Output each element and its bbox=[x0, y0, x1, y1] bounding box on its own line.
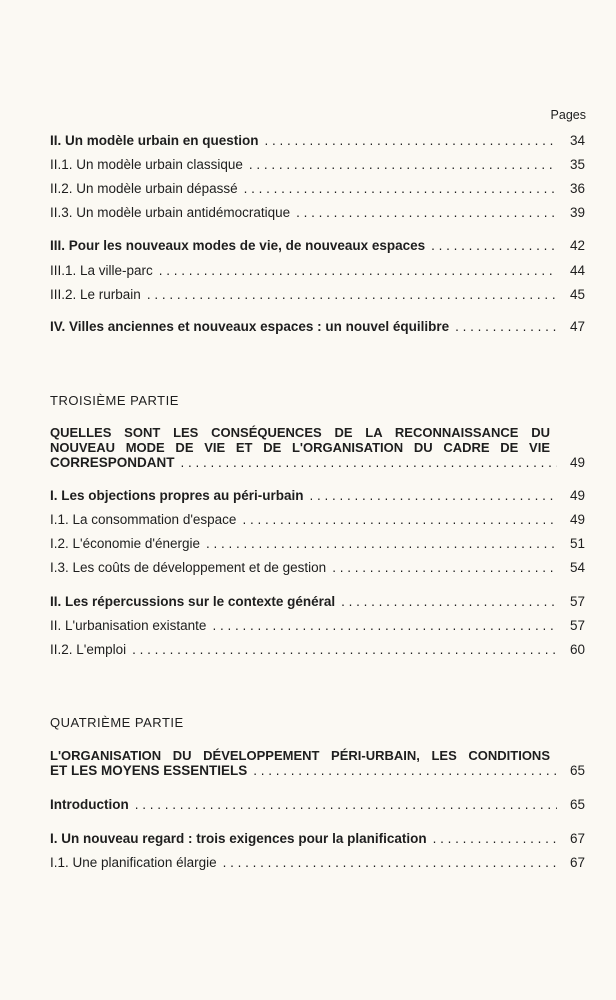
toc-entry-title: IV. Villes anciennes et nouveaux espaces : un nouvel équilibre bbox=[50, 319, 450, 334]
toc-entry bbox=[50, 488, 585, 504]
dot-leader bbox=[265, 133, 557, 149]
dot-leader bbox=[159, 263, 557, 279]
toc-entry-title: I.1. La consommation d'espace bbox=[50, 512, 237, 527]
toc-entry-page: 39 bbox=[569, 205, 585, 220]
dot-leader bbox=[431, 238, 557, 254]
dot-leader bbox=[181, 455, 557, 471]
dot-leader bbox=[249, 157, 557, 173]
toc-entry-page: 49 bbox=[569, 455, 585, 470]
dot-leader bbox=[341, 594, 557, 610]
toc-entry-page: 60 bbox=[569, 642, 585, 657]
toc-entry-page: 67 bbox=[569, 855, 585, 870]
toc-entry-page: 67 bbox=[569, 831, 585, 846]
toc-entry-page: 54 bbox=[569, 560, 585, 575]
toc-entry-page: 51 bbox=[569, 536, 585, 551]
toc-entry bbox=[50, 618, 585, 634]
toc-entry-page: 45 bbox=[569, 287, 585, 302]
toc-entry-title: II. Un modèle urbain en question bbox=[50, 133, 259, 148]
dot-leader bbox=[332, 560, 557, 576]
toc-entry-page: 47 bbox=[569, 319, 585, 334]
toc-entry-title: III.1. La ville-parc bbox=[50, 263, 153, 278]
toc-entry-page: 65 bbox=[569, 797, 585, 812]
dot-leader bbox=[455, 319, 557, 335]
dot-leader bbox=[244, 181, 557, 197]
toc-entry-title: I.2. L'économie d'énergie bbox=[50, 536, 201, 551]
toc-entry-page: 35 bbox=[569, 157, 585, 172]
toc-entry bbox=[50, 642, 585, 658]
pages-column-label: Pages bbox=[550, 108, 586, 122]
toc-entry-title: I. Un nouveau regard : trois exigences pour la planification bbox=[50, 831, 427, 846]
toc-entry bbox=[50, 133, 585, 149]
toc-entry-title: III.2. Le rurbain bbox=[50, 287, 141, 302]
toc-entry-title: I. Les objections propres au péri-urbain bbox=[50, 488, 304, 503]
part-heading: QUATRIÈME PARTIE bbox=[50, 715, 184, 730]
part-title-entry bbox=[50, 455, 585, 471]
toc-entry-title: II. Les répercussions sur le contexte général bbox=[50, 594, 336, 609]
toc-entry bbox=[50, 797, 585, 813]
toc-entry bbox=[50, 855, 585, 871]
toc-entry bbox=[50, 205, 585, 221]
toc-entry bbox=[50, 287, 585, 303]
part-title-entry bbox=[50, 763, 585, 779]
toc-entry-title: III. Pour les nouveaux modes de vie, de nouveaux espaces bbox=[50, 238, 426, 253]
dot-leader bbox=[135, 797, 557, 813]
part-title-last-line: ET LES MOYENS ESSENTIELS bbox=[50, 763, 248, 778]
dot-leader bbox=[310, 488, 557, 504]
toc-entry-page: 49 bbox=[569, 512, 585, 527]
dot-leader bbox=[206, 536, 557, 552]
dot-leader bbox=[223, 855, 557, 871]
toc-entry bbox=[50, 536, 585, 552]
dot-leader bbox=[147, 287, 557, 303]
toc-entry-page: 44 bbox=[569, 263, 585, 278]
toc-entry-page: 36 bbox=[569, 181, 585, 196]
toc-entry-title: II.1. Un modèle urbain classique bbox=[50, 157, 243, 172]
toc-entry bbox=[50, 319, 585, 335]
dot-leader bbox=[132, 642, 557, 658]
toc-entry-title: II.3. Un modèle urbain antidémocratique bbox=[50, 205, 291, 220]
toc-entry-page: 34 bbox=[569, 133, 585, 148]
toc-entry-title: I.1. Une planification élargie bbox=[50, 855, 217, 870]
toc-entry bbox=[50, 594, 585, 610]
toc-entry bbox=[50, 181, 585, 197]
toc-entry-page: 65 bbox=[569, 763, 585, 778]
part-title-last-line: CORRESPONDANT bbox=[50, 455, 175, 470]
part-title-line: QUELLES SONT LES CONSÉQUENCES DE LA RECONNAISSANCE DU bbox=[50, 425, 550, 440]
toc-entry-title: II.2. Un modèle urbain dépassé bbox=[50, 181, 238, 196]
toc-entry-page: 57 bbox=[569, 618, 585, 633]
toc-entry bbox=[50, 831, 585, 847]
dot-leader bbox=[242, 512, 557, 528]
part-title-line: NOUVEAU MODE DE VIE ET DE L'ORGANISATION DU CADRE DE VIE bbox=[50, 440, 550, 455]
dot-leader bbox=[253, 763, 557, 779]
toc-entry bbox=[50, 157, 585, 173]
dot-leader bbox=[296, 205, 557, 221]
dot-leader bbox=[212, 618, 557, 634]
toc-entry bbox=[50, 560, 585, 576]
toc-entry bbox=[50, 238, 585, 254]
toc-entry-page: 49 bbox=[569, 488, 585, 503]
toc-entry-title: II. L'urbanisation existante bbox=[50, 618, 207, 633]
part-heading: TROISIÈME PARTIE bbox=[50, 393, 179, 408]
toc-entry-title: Introduction bbox=[50, 797, 129, 812]
toc-entry-title: II.2. L'emploi bbox=[50, 642, 127, 657]
toc-entry bbox=[50, 512, 585, 528]
toc-entry bbox=[50, 263, 585, 279]
toc-entry-page: 57 bbox=[569, 594, 585, 609]
toc-entry-page: 42 bbox=[569, 238, 585, 253]
part-title-line: L'ORGANISATION DU DÉVELOPPEMENT PÉRI-URBAIN, LES CONDITIONS bbox=[50, 748, 550, 763]
toc-entry-title: I.3. Les coûts de développement et de gestion bbox=[50, 560, 327, 575]
dot-leader bbox=[433, 831, 557, 847]
